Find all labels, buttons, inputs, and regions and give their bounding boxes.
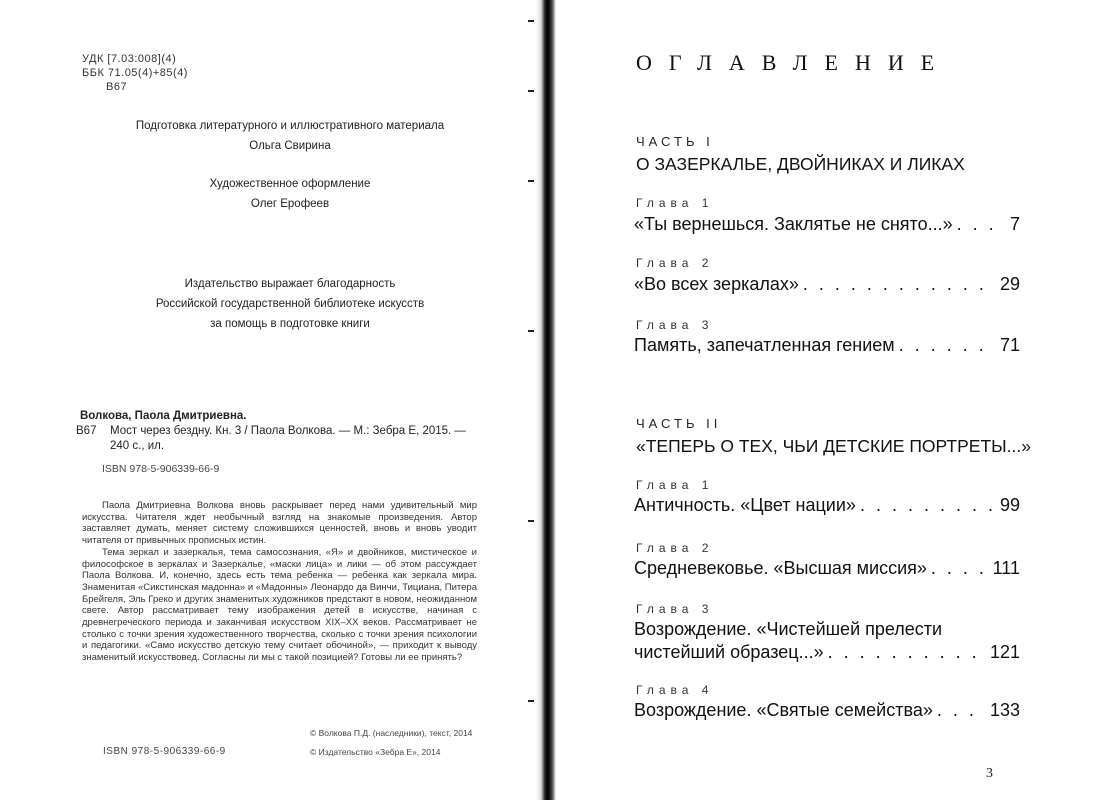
copyright-text: © Волкова П.Д. (наследники), текст, 2014 bbox=[310, 728, 473, 738]
credit-design bbox=[90, 174, 490, 214]
udk-code: УДК [7.03:008](4) bbox=[82, 53, 177, 65]
gutter-speck bbox=[528, 20, 534, 22]
chapter-page: 7 bbox=[1009, 214, 1020, 234]
classification-codes bbox=[82, 52, 188, 94]
leader-dots bbox=[899, 335, 996, 356]
chapter-title: Средневековье. «Высшая миссия» bbox=[634, 558, 927, 578]
acknowledgment bbox=[90, 274, 490, 334]
chapter-title-line2: чистейший образец...» bbox=[634, 642, 824, 662]
toc-entry[interactable] bbox=[634, 214, 1020, 235]
leader-dots bbox=[860, 495, 996, 516]
chapter-label: Глава 2 bbox=[636, 541, 714, 555]
chapter-label: Глава 4 bbox=[636, 683, 714, 697]
part-label: ЧАСТЬ I bbox=[636, 134, 714, 149]
left-page bbox=[0, 0, 540, 800]
chapter-title-line1: Возрождение. «Чистейшей прелести bbox=[634, 619, 943, 639]
leader-dots bbox=[803, 274, 996, 295]
gutter-speck bbox=[528, 700, 534, 702]
biblio-code: В67 bbox=[76, 425, 97, 437]
chapter-page: 71 bbox=[999, 335, 1020, 355]
chapter-title: Античность. «Цвет нации» bbox=[634, 495, 856, 515]
copyright-publisher: © Издательство «Зебра Е», 2014 bbox=[310, 747, 441, 757]
chapter-title: Память, запечатленная гением bbox=[634, 335, 895, 355]
annotation-paragraph: Тема зеркал и зазеркалья, тема самосознания, «Я» и двойников, мистическое и философское в зеркалах и Зазеркалье, «маски лица» и лики — об этом рассуждает Паола Волкова. И, конечно, здесь есть тема ребенка — ребенка как зеркала мира. Знаменитая «Сикстинская мадонна» и «Мадонны» Леонардо да Винчи, Тициана, Питера Брейгеля, Эль Греко и других знаменитых художников предстают в новом, неожиданном свете. Автор рассматривает тему изображения детей в искусстве, начиная с древнегреческого периода и заканчивая искусством XIX–XX веков. Рассматривает не столько с точки зрения художественного творчества, сколько с точки зрения психологии и педагогики. «Само искусство детскую тему считает обочиной», — приходит к выводу знаменитый искусствовед. Согласны ли мы с такой позицией? Готовы ли ее принять? bbox=[82, 546, 477, 664]
chapter-title: Возрождение. «Святые семейства» bbox=[634, 700, 933, 720]
chapter-title: «Во всех зеркалах» bbox=[634, 274, 799, 294]
book-gutter bbox=[536, 0, 556, 800]
chapter-label: Глава 3 bbox=[636, 602, 714, 616]
leader-dots bbox=[937, 700, 986, 721]
leader-dots bbox=[828, 642, 986, 663]
gutter-speck bbox=[528, 90, 534, 92]
biblio-description: Мост через бездну. Кн. 3 / Паола Волкова. — М.: Зебра Е, 2015. — bbox=[110, 425, 466, 437]
toc-entry[interactable] bbox=[634, 274, 1020, 295]
annotation-paragraph: Паола Дмитриевна Волкова вновь раскрывает перед нами удивительный мир искусства. Читателя ждет необычный взгляд на знакомые произведения. Автор заставляет думать, меняет систему сложившихся ценностей, вновь и вновь уводит читателя от привычных прописных истин. bbox=[82, 500, 477, 547]
credit-name: Ольга Свирина bbox=[249, 140, 331, 152]
chapter-page: 121 bbox=[989, 642, 1020, 662]
biblio-row bbox=[76, 424, 466, 439]
leader-dots bbox=[957, 214, 1006, 235]
leader-dots bbox=[931, 558, 989, 579]
chapter-label: Глава 1 bbox=[636, 196, 714, 210]
credit-materials bbox=[90, 116, 490, 156]
toc-entry[interactable] bbox=[634, 619, 1020, 663]
credit-role: Подготовка литературного и иллюстративного материала bbox=[135, 120, 445, 132]
gutter-speck bbox=[528, 330, 534, 332]
part-title: «ТЕПЕРЬ О ТЕХ, ЧЬИ ДЕТСКИЕ ПОРТРЕТЫ...» bbox=[636, 436, 1031, 456]
bibliographic-record bbox=[76, 409, 466, 477]
toc-entry[interactable] bbox=[634, 495, 1020, 516]
chapter-page: 111 bbox=[992, 558, 1020, 578]
chapter-label: Глава 2 bbox=[636, 256, 714, 270]
isbn-bottom: ISBN 978-5-906339-66-9 bbox=[103, 746, 226, 757]
acknowledgment-line: Российской государственной библиотеке искусств bbox=[155, 298, 425, 310]
chapter-page: 133 bbox=[989, 700, 1020, 720]
credit-name: Олег Ерофеев bbox=[250, 198, 330, 210]
acknowledgment-line: за помощь в подготовке книги bbox=[210, 318, 370, 330]
biblio-pages: 240 с., ил. bbox=[110, 440, 165, 452]
chapter-label: Глава 3 bbox=[636, 318, 714, 332]
toc-entry[interactable] bbox=[634, 335, 1020, 356]
gutter-speck bbox=[528, 180, 534, 182]
right-page bbox=[556, 0, 1101, 800]
author-sign-code: В67 bbox=[106, 81, 128, 93]
chapter-title: «Ты вернешься. Заклятье не снято...» bbox=[634, 214, 953, 234]
acknowledgment-line: Издательство выражает благодарность bbox=[184, 278, 396, 290]
toc-entry[interactable] bbox=[634, 558, 1020, 579]
page-number: 3 bbox=[986, 766, 993, 781]
annotation bbox=[82, 500, 477, 664]
chapter-page: 29 bbox=[999, 274, 1020, 294]
chapter-page: 99 bbox=[999, 495, 1020, 515]
bbk-code: ББК 71.05(4)+85(4) bbox=[82, 67, 188, 79]
biblio-isbn: ISBN 978-5-906339-66-9 bbox=[102, 463, 220, 475]
part-title: О ЗАЗЕРКАЛЬЕ, ДВОЙНИКАХ И ЛИКАХ bbox=[636, 154, 965, 174]
toc-title: ОГЛАВЛЕНИЕ bbox=[636, 50, 952, 75]
credit-role: Художественное оформление bbox=[209, 178, 371, 190]
toc-entry[interactable] bbox=[634, 700, 1020, 721]
part-label: ЧАСТЬ II bbox=[636, 416, 722, 431]
chapter-label: Глава 1 bbox=[636, 478, 714, 492]
gutter-speck bbox=[528, 520, 534, 522]
biblio-author: Волкова, Паола Дмитриевна. bbox=[80, 410, 247, 422]
